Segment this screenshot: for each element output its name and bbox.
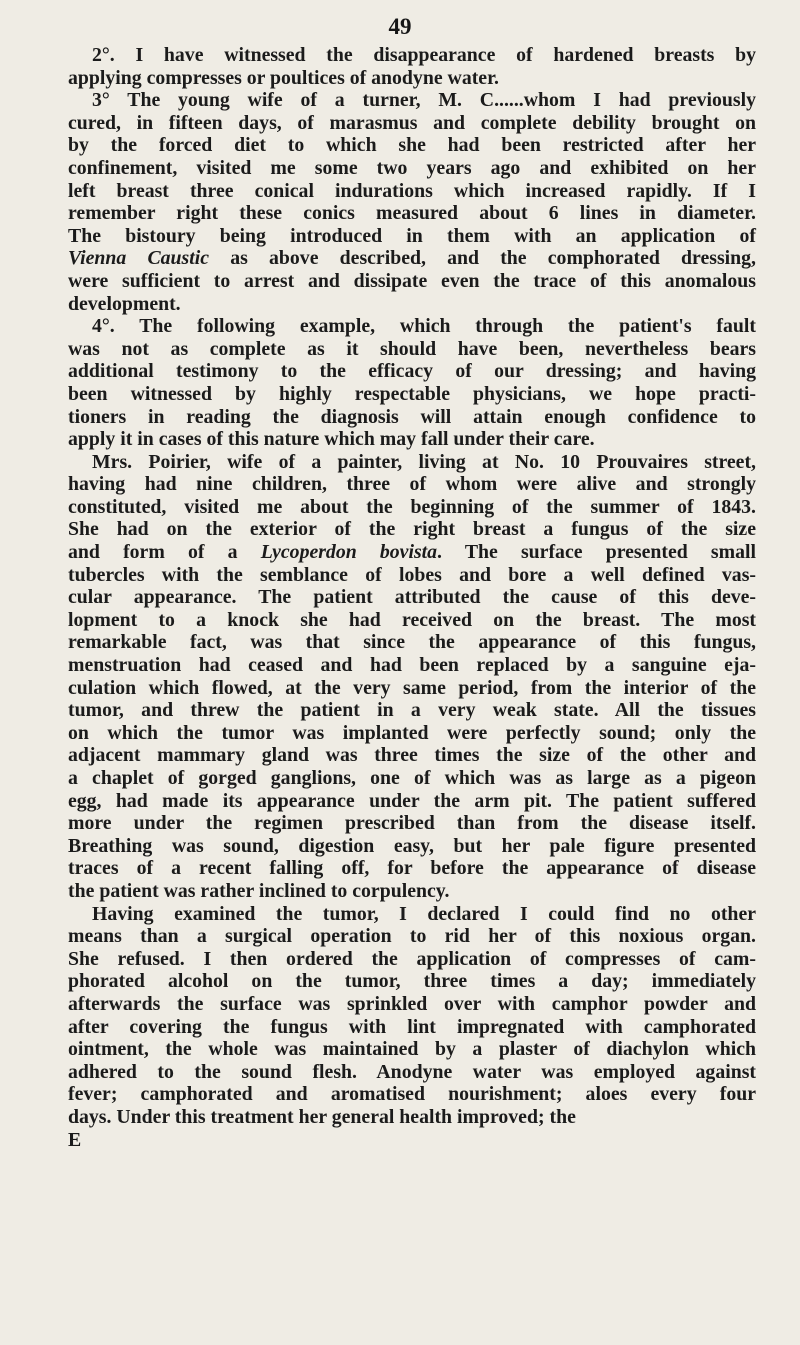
text-line: culation which flowed, at the very same period, from the interior of the bbox=[68, 676, 756, 699]
text-line: left breast three conical indurations which increased rapidly. If I bbox=[68, 179, 756, 202]
text-line: 4°. The following example, which through the patient's fault bbox=[92, 315, 756, 338]
text-line: by the forced diet to which she had been restricted after her bbox=[68, 134, 756, 157]
text-line: adjacent mammary gland was three times the size of the other and bbox=[68, 744, 756, 767]
paragraph bbox=[44, 89, 756, 315]
text-line: additional testimony to the efficacy of our dressing; and having bbox=[68, 360, 756, 383]
text-line: menstruation had ceased and had been replaced by a sanguine eja- bbox=[68, 654, 756, 677]
text-line: phorated alcohol on the tumor, three times a day; immediately bbox=[68, 970, 756, 993]
body-text bbox=[44, 44, 756, 1151]
text-line: development. bbox=[68, 292, 181, 315]
text-line: more under the regimen prescribed than from the disease itself. bbox=[68, 812, 756, 835]
text-line: remember right these conics measured about 6 lines in diameter. bbox=[68, 202, 756, 225]
text-line: constituted, visited me about the beginning of the summer of 1843. bbox=[68, 495, 756, 518]
text-line: tumor, and threw the patient in a very weak state. All the tissues bbox=[68, 699, 756, 722]
text-line: after covering the fungus with lint impregnated with camphorated bbox=[68, 1015, 756, 1038]
text-line: were sufficient to arrest and dissipate even the trace of this anomalous bbox=[68, 269, 756, 292]
text-line: afterwards the surface was sprinkled over with camphor powder and bbox=[68, 992, 756, 1015]
page-number: 49 bbox=[388, 14, 412, 39]
paragraph bbox=[44, 44, 756, 89]
text-line: cular appearance. The patient attributed the cause of this deve- bbox=[68, 586, 756, 609]
text-line: been witnessed by highly respectable physicians, we hope practi- bbox=[68, 382, 756, 405]
text-line: cured, in fifteen days, of marasmus and complete debility brought on bbox=[68, 111, 756, 134]
text-line: The bistoury being introduced in them with an application of bbox=[68, 224, 756, 247]
text-line: 3° The young wife of a turner, M. C......whom I had previously bbox=[92, 89, 756, 112]
text-line: and form of a Lycoperdon bovista. The surface presented small bbox=[68, 541, 756, 564]
text-line: egg, had made its appearance under the arm pit. The patient suffered bbox=[68, 789, 756, 812]
text-line: confinement, visited me some two years ago and exhibited on her bbox=[68, 156, 756, 179]
text-line: the patient was rather inclined to corpulency. bbox=[68, 879, 450, 902]
paragraph bbox=[44, 315, 756, 451]
text-line: She refused. I then ordered the application of compresses of cam- bbox=[68, 947, 756, 970]
text-line: was not as complete as it should have been, nevertheless bears bbox=[68, 337, 756, 360]
text-line: traces of a recent falling off, for before the appearance of disease bbox=[68, 857, 756, 880]
text-line: fever; camphorated and aromatised nourishment; aloes every four bbox=[68, 1083, 756, 1106]
text-line: days. Under this treatment her general health improved; the bbox=[68, 1105, 576, 1128]
text-line: She had on the exterior of the right breast a fungus of the size bbox=[68, 518, 756, 541]
text-line: tubercles with the semblance of lobes and bore a well defined vas- bbox=[68, 563, 756, 586]
text-line: applying compresses or poultices of anodyne water. bbox=[68, 66, 499, 89]
paragraph bbox=[44, 451, 756, 903]
text-line: Breathing was sound, digestion easy, but her pale figure presented bbox=[68, 834, 756, 857]
text-line: 2°. I have witnessed the disappearance of hardened breasts by bbox=[92, 44, 756, 66]
text-line: Mrs. Poirier, wife of a painter, living at No. 10 Prouvaires street, bbox=[92, 450, 756, 473]
text-line: a chaplet of gorged ganglions, one of which was as large as a pigeon bbox=[68, 767, 756, 789]
text-line: Vienna Caustic as above described, and the comphorated dressing, bbox=[68, 247, 756, 270]
text-line: apply it in cases of this nature which may fall under their care. bbox=[68, 428, 595, 451]
text-line: tioners in reading the diagnosis will attain enough confidence to bbox=[68, 405, 756, 428]
text-line: remarkable fact, was that since the appearance of this fungus, bbox=[68, 631, 756, 654]
text-line: on which the tumor was implanted were perfectly sound; only the bbox=[68, 721, 756, 744]
text-line: ointment, the whole was maintained by a plaster of diachylon which bbox=[68, 1038, 756, 1061]
text-line: having had nine children, three of whom were alive and strongly bbox=[68, 473, 756, 496]
text-line: means than a surgical operation to rid her of this noxious organ. bbox=[68, 925, 756, 948]
text-line: adhered to the sound flesh. Anodyne water was employed against bbox=[68, 1060, 756, 1083]
paragraph bbox=[44, 903, 756, 1129]
text-line: lopment to a knock she had received on the breast. The most bbox=[68, 608, 756, 631]
signature-mark: E bbox=[68, 1128, 82, 1151]
text-line: Having examined the tumor, I declared I could find no other bbox=[92, 902, 756, 925]
